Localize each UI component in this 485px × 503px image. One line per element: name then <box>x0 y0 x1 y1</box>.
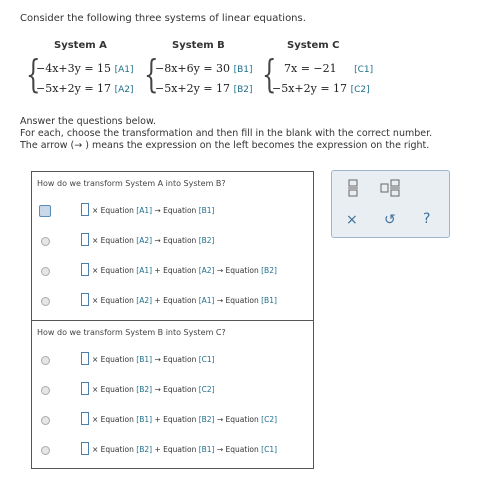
help-icon[interactable]: ? <box>423 211 431 227</box>
instructions-line-3: The arrow (→ ) means the expression on the left becomes the expression on the right. <box>20 140 430 151</box>
equation-tag: [A2] <box>114 85 134 95</box>
undo-icon[interactable]: ↺ <box>384 212 396 228</box>
equation-tag: [C2] <box>261 415 278 424</box>
expression-text: → Equation <box>152 206 199 215</box>
expression-text: + Equation <box>152 266 199 275</box>
equation-expr: −8x+6y = 30 <box>155 62 231 75</box>
equation-tag: [A1] <box>114 65 134 75</box>
equation-tag: [A2] <box>198 266 215 275</box>
radio-button[interactable] <box>39 205 51 217</box>
expression-text: × Equation <box>92 415 137 424</box>
equation-tag: [C1] <box>198 355 215 364</box>
clear-icon[interactable]: × <box>346 212 358 228</box>
multiplier-input[interactable] <box>81 382 89 395</box>
radio-button[interactable] <box>41 446 50 455</box>
system-b-brace: { <box>144 52 159 96</box>
transformation-expression <box>92 236 214 245</box>
instructions <box>20 116 432 152</box>
equation-b1 <box>155 62 253 75</box>
answer-option-row[interactable] <box>32 293 313 313</box>
transformation-expression <box>92 355 215 364</box>
equation-tag: [C1] <box>261 445 278 454</box>
equation-a1 <box>36 62 133 75</box>
equation-tag: [B2] <box>198 236 215 245</box>
expression-text: + Equation <box>152 415 199 424</box>
equation-tag: [A2] <box>136 296 153 305</box>
equation-tag: [B1] <box>198 206 215 215</box>
transformation-expression <box>92 385 215 394</box>
expression-text: → Equation <box>152 385 199 394</box>
answer-panel <box>31 171 314 469</box>
radio-button[interactable] <box>41 416 50 425</box>
equation-tag: [B2] <box>198 415 215 424</box>
question-2-text: How do we transform System B into System C? <box>37 328 226 337</box>
fraction-icon[interactable] <box>348 179 358 201</box>
equation-tag: [A1] <box>136 206 153 215</box>
expression-text: × Equation <box>92 266 137 275</box>
answer-option-row[interactable] <box>32 263 313 283</box>
intro-text: Consider the following three systems of linear equations. <box>20 13 306 24</box>
expression-text: → Equation <box>214 296 262 305</box>
instructions-line-2: For each, choose the transformation and then fill in the blank with the correct number. <box>20 128 433 139</box>
expression-text: × Equation <box>92 296 137 305</box>
answer-option-row[interactable] <box>32 352 313 372</box>
system-a-title: System A <box>54 40 107 51</box>
multiplier-input[interactable] <box>81 233 89 246</box>
expression-text: + Equation <box>152 445 199 454</box>
equation-expr: 7x = −21 <box>284 62 337 75</box>
transformation-expression <box>92 415 277 424</box>
answer-option-row[interactable] <box>32 203 313 223</box>
transformation-expression <box>92 206 214 215</box>
equation-c2 <box>272 82 370 95</box>
equation-tag: [B2] <box>136 385 153 394</box>
expression-text: → Equation <box>214 445 262 454</box>
question-1-text: How do we transform System A into System B? <box>37 179 226 188</box>
expression-text: × Equation <box>92 206 137 215</box>
multiplier-input[interactable] <box>81 203 89 216</box>
equation-expr: −5x+2y = 17 <box>36 82 112 95</box>
equation-expr: −5x+2y = 17 <box>272 82 348 95</box>
expression-text: × Equation <box>92 236 137 245</box>
equation-c1 <box>284 62 373 75</box>
expression-text: × Equation <box>92 445 137 454</box>
radio-button[interactable] <box>41 267 50 276</box>
multiplier-input[interactable] <box>81 442 89 455</box>
expression-text: × Equation <box>92 385 137 394</box>
answer-option-row[interactable] <box>32 412 313 432</box>
equation-tag: [C2] <box>198 385 215 394</box>
equation-tag: [C1] <box>354 65 374 75</box>
equation-b2 <box>155 82 253 95</box>
equation-tag: [B2] <box>136 445 153 454</box>
equation-tag: [B2] <box>261 266 277 275</box>
answer-option-row[interactable] <box>32 382 313 402</box>
multiplier-input[interactable] <box>81 263 89 276</box>
multiplier-input[interactable] <box>81 352 89 365</box>
math-toolbar <box>331 170 450 238</box>
equation-expr: −5x+2y = 17 <box>155 82 231 95</box>
equation-tag: [B2] <box>233 85 253 95</box>
system-c-title: System C <box>287 40 340 51</box>
equation-tag: [A2] <box>136 236 153 245</box>
equation-tag: [A1] <box>198 296 215 305</box>
radio-button[interactable] <box>41 386 50 395</box>
equation-tag: [B1] <box>136 355 153 364</box>
expression-text: → Equation <box>152 236 199 245</box>
multiplier-input[interactable] <box>81 412 89 425</box>
equation-expr: −4x+3y = 15 <box>36 62 112 75</box>
answer-option-row[interactable] <box>32 442 313 462</box>
mixed-number-icon[interactable] <box>380 179 400 201</box>
system-a-brace: { <box>26 52 41 96</box>
transformation-expression <box>92 445 277 454</box>
system-c-brace: { <box>262 52 277 96</box>
system-b-title: System B <box>172 40 225 51</box>
instructions-line-1: Answer the questions below. <box>20 116 156 127</box>
equation-tag: [B1] <box>261 296 277 305</box>
multiplier-input[interactable] <box>81 293 89 306</box>
transformation-expression <box>92 266 277 275</box>
radio-button[interactable] <box>41 356 50 365</box>
equation-a2 <box>36 82 133 95</box>
expression-text: → Equation <box>152 355 199 364</box>
expression-text: → Equation <box>214 266 262 275</box>
expression-text: + Equation <box>152 296 199 305</box>
expression-text: → Equation <box>214 415 262 424</box>
transformation-expression <box>92 296 277 305</box>
answer-option-row[interactable] <box>32 233 313 253</box>
equation-tag: [B1] <box>136 415 153 424</box>
question-divider <box>32 320 313 321</box>
expression-text: × Equation <box>92 355 137 364</box>
equation-tag: [A1] <box>136 266 153 275</box>
equation-tag: [B1] <box>198 445 215 454</box>
equation-tag: [C2] <box>350 85 370 95</box>
equation-tag: [B1] <box>233 65 253 75</box>
radio-button[interactable] <box>41 237 50 246</box>
radio-button[interactable] <box>41 297 50 306</box>
